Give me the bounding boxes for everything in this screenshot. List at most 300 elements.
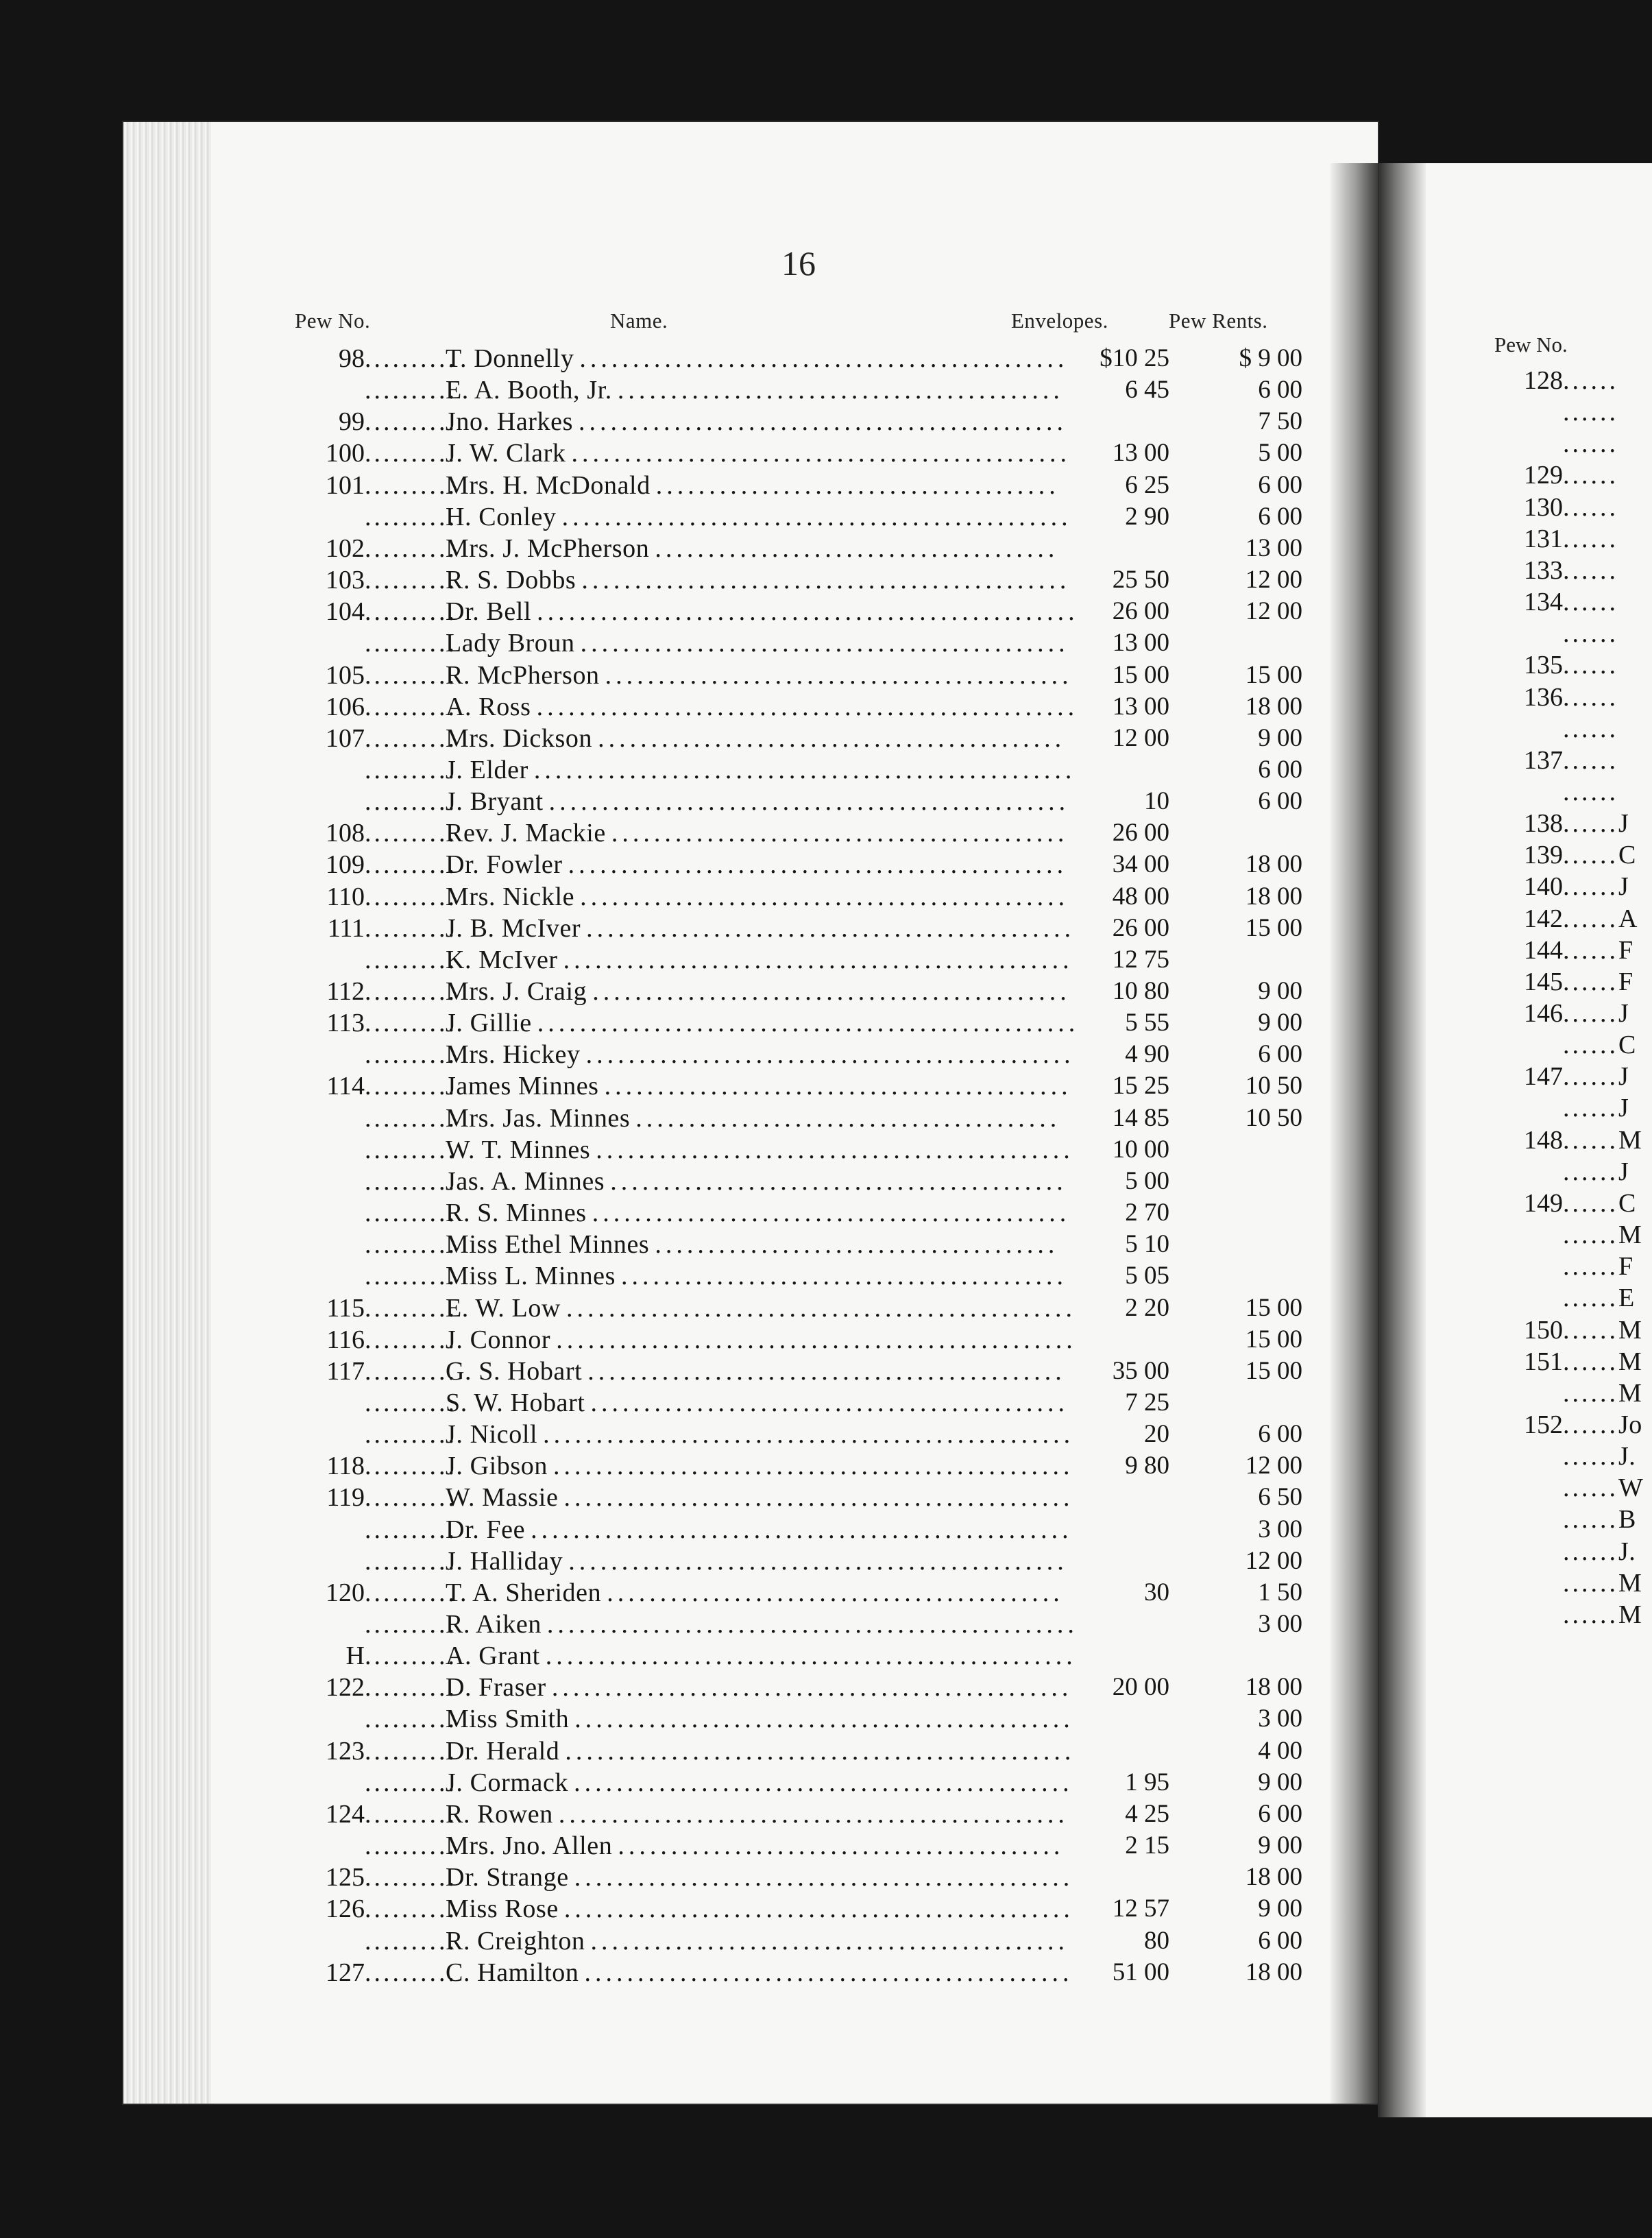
leader-dots: ..............................................	[579, 407, 1068, 437]
leader-dots: ..........	[365, 1388, 457, 1417]
leader-dots: ..........	[365, 977, 457, 1006]
leader-dots: ..........	[365, 597, 457, 627]
member-name: Miss L. Minnes	[446, 1262, 616, 1291]
next-page-row	[1467, 1441, 1645, 1472]
envelopes-amount: 2 15	[1125, 1831, 1169, 1860]
envelopes-amount: 7 25	[1125, 1388, 1169, 1417]
leader-dots: ......	[1563, 714, 1618, 743]
leader-dots: ..............................................	[580, 882, 1069, 911]
leader-dots: ..........................................	[617, 376, 1064, 405]
pew-number: 129	[1524, 461, 1563, 490]
member-name: Mrs. Dickson	[446, 723, 593, 753]
member-name: E	[1618, 1284, 1635, 1313]
leader-dots: ..........	[365, 850, 457, 880]
leader-dots: ..............................................	[580, 629, 1069, 658]
pew-number: 106	[326, 692, 365, 721]
leader-dots: ..........	[365, 629, 457, 658]
member-name: A. Grant	[446, 1641, 540, 1671]
leader-dots: ..........	[365, 819, 457, 848]
table-row	[0, 1862, 1371, 1893]
pew-rent-amount: 3 00	[1258, 1610, 1302, 1638]
member-name: J. B. McIver	[446, 913, 581, 943]
member-name: J.	[1618, 1442, 1636, 1471]
leader-dots: ................................................	[565, 1736, 1076, 1766]
member-name: A. Ross	[446, 692, 531, 721]
leader-dots: ..........	[365, 1135, 457, 1164]
leader-dots: ..........	[365, 1199, 457, 1228]
next-page-row	[1467, 1219, 1645, 1251]
table-row	[0, 1356, 1371, 1387]
leader-dots: ..........	[365, 407, 457, 437]
next-page-row	[1467, 1346, 1645, 1377]
pew-number: 103	[326, 566, 365, 595]
pew-rent-amount: 6 50	[1258, 1483, 1302, 1512]
leader-dots: ..........	[365, 1799, 457, 1829]
next-page-row	[1467, 1409, 1645, 1441]
leader-dots: ...........................................	[611, 819, 1069, 848]
next-page-row	[1467, 998, 1645, 1029]
member-name: Mrs. J. McPherson	[446, 533, 650, 563]
next-page-row	[1467, 459, 1645, 491]
next-page-row	[1467, 396, 1645, 428]
envelopes-amount: 26 00	[1112, 913, 1169, 942]
envelopes-amount: 10 00	[1112, 1135, 1169, 1164]
member-name: J. Bryant	[446, 787, 544, 817]
leader-dots: ...........................................	[610, 1166, 1067, 1196]
leader-dots: ...................................................	[537, 1009, 1080, 1038]
pew-rent-amount: 3 00	[1258, 1705, 1302, 1733]
leader-dots: ......	[1563, 1125, 1618, 1155]
pew-rent-amount: 12 00	[1245, 1452, 1302, 1480]
pew-number: 124	[326, 1799, 365, 1829]
leader-dots: ......	[1563, 1410, 1618, 1439]
pew-number: 112	[326, 977, 365, 1006]
member-name: Dr. Strange	[446, 1863, 569, 1892]
leader-dots: ..........	[365, 787, 457, 817]
envelopes-amount: 12 57	[1112, 1894, 1169, 1923]
member-name: R. S. Minnes	[446, 1199, 587, 1228]
next-page-row	[1467, 966, 1645, 998]
pew-number: 127	[326, 1958, 365, 1987]
member-name: Miss Ethel Minnes	[446, 1230, 650, 1260]
leader-dots: ..............................................	[585, 1040, 1075, 1070]
table-row	[0, 343, 1371, 374]
pew-number: 110	[326, 882, 365, 911]
pew-number: 116	[326, 1325, 365, 1354]
pew-rent-amount: 13 00	[1245, 533, 1302, 562]
pew-rent-amount: 9 00	[1258, 1894, 1302, 1923]
leader-dots: ......	[1563, 1505, 1618, 1535]
leader-dots: ..........	[365, 692, 457, 721]
pew-number: 142	[1524, 904, 1563, 933]
leader-dots: ...............................................	[568, 850, 1068, 880]
next-page-row	[1467, 713, 1645, 745]
member-name: B	[1618, 1505, 1636, 1535]
leader-dots: ..........	[365, 470, 457, 500]
member-name: E. A. Booth, Jr.	[446, 376, 612, 405]
leader-dots: ..................................................	[546, 1610, 1078, 1639]
envelopes-amount: 2 20	[1125, 1293, 1169, 1322]
table-row	[0, 1514, 1371, 1545]
leader-dots: ..........	[365, 1009, 457, 1038]
pew-number: 136	[1524, 682, 1563, 712]
leader-dots: ......	[1563, 777, 1618, 806]
pew-number: 98	[339, 344, 365, 373]
leader-dots: ............................................	[598, 723, 1066, 753]
pew-rent-amount: 18 00	[1245, 850, 1302, 879]
pew-rent-amount: 9 00	[1258, 1831, 1302, 1860]
member-name: Mrs. Jas. Minnes	[446, 1103, 631, 1133]
table-row	[0, 627, 1371, 659]
table-row	[0, 754, 1371, 786]
pew-number: 99	[339, 407, 365, 437]
leader-dots: ..................................................	[545, 1641, 1077, 1671]
table-row	[0, 1292, 1371, 1324]
table-row	[0, 691, 1371, 723]
header-name: Name.	[610, 309, 668, 333]
pew-rent-amount: 6 00	[1258, 1799, 1302, 1828]
pew-number: 150	[1524, 1315, 1563, 1345]
envelopes-amount: 6 45	[1125, 376, 1169, 405]
table-row	[0, 723, 1371, 754]
leader-dots: ..........	[365, 945, 457, 974]
pew-rent-amount: 18 00	[1245, 882, 1302, 911]
next-page-row	[1467, 1377, 1645, 1409]
envelopes-amount: 20	[1144, 1420, 1169, 1449]
pew-number: 108	[326, 819, 365, 848]
next-page-row	[1467, 1188, 1645, 1219]
leader-dots: ..........	[365, 1230, 457, 1260]
pew-rent-amount: 6 00	[1258, 787, 1302, 816]
next-page-row	[1467, 1092, 1645, 1124]
envelopes-amount: 35 00	[1112, 1356, 1169, 1385]
pew-number: 118	[326, 1452, 365, 1481]
table-row	[0, 1134, 1371, 1166]
leader-dots: ..........	[365, 439, 457, 468]
pew-number: 134	[1524, 588, 1563, 617]
envelopes-amount: 5 10	[1125, 1230, 1169, 1259]
leader-dots: ..........	[365, 1768, 457, 1797]
member-name: Miss Rose	[446, 1894, 559, 1924]
leader-dots: ............................................	[604, 1072, 1072, 1101]
leader-dots: ......	[1563, 935, 1618, 965]
member-name: K. McIver	[446, 945, 558, 974]
table-row	[0, 1324, 1371, 1356]
leader-dots: ...............................................	[568, 1546, 1068, 1576]
member-name: Dr. Fowler	[446, 850, 563, 880]
table-row	[0, 1925, 1371, 1957]
pew-rent-amount: 18 00	[1245, 1673, 1302, 1702]
member-name: J. Connor	[446, 1325, 551, 1354]
table-row	[0, 1735, 1371, 1767]
pew-number: 137	[1524, 745, 1563, 775]
leader-dots: .............................................	[590, 1926, 1069, 1956]
envelopes-amount: 6 25	[1125, 470, 1169, 499]
next-page-row	[1467, 1599, 1645, 1631]
table-row	[0, 817, 1371, 849]
pew-number: 125	[326, 1863, 365, 1892]
leader-dots: ...............................................	[574, 1863, 1074, 1892]
pew-number: H	[345, 1641, 365, 1671]
pew-number: 128	[1524, 366, 1563, 395]
member-name: R. S. Dobbs	[446, 566, 576, 595]
leader-dots: ......	[1563, 1442, 1618, 1471]
member-name: Mrs. Hickey	[446, 1040, 581, 1070]
pew-rent-amount: 6 00	[1258, 1040, 1302, 1069]
pew-rent-amount: 9 00	[1258, 1768, 1302, 1796]
leader-dots: ..........	[365, 1958, 457, 1987]
member-name: M	[1618, 1568, 1642, 1598]
member-name: Mrs. J. Craig	[446, 977, 587, 1006]
pew-number: 149	[1524, 1188, 1563, 1218]
member-name: J. Halliday	[446, 1546, 563, 1576]
pew-rent-amount: 6 00	[1258, 1926, 1302, 1955]
member-name: M	[1618, 1220, 1642, 1250]
next-page-row	[1467, 682, 1645, 713]
leader-dots: ......	[1563, 1284, 1618, 1313]
member-name: C	[1618, 841, 1636, 870]
table-row	[0, 1007, 1371, 1039]
table-row	[0, 1166, 1371, 1197]
pew-number: 133	[1524, 555, 1563, 585]
table-row	[0, 1229, 1371, 1260]
leader-dots: ......................................	[655, 1230, 1059, 1260]
next-page-row	[1467, 935, 1645, 966]
envelopes-amount: 4 25	[1125, 1799, 1169, 1828]
pew-rent-amount: 15 00	[1245, 913, 1302, 942]
envelopes-amount: 5 55	[1125, 1009, 1169, 1037]
envelopes-amount: 13 00	[1112, 692, 1169, 721]
leader-dots: ......	[1563, 492, 1618, 522]
leader-dots: ......	[1563, 872, 1618, 902]
leader-dots: ................................................	[561, 502, 1072, 531]
leader-dots: ..........	[365, 1926, 457, 1956]
leader-dots: .................................................	[551, 1673, 1073, 1702]
next-page-row	[1467, 523, 1645, 555]
pew-number: 101	[326, 470, 365, 500]
pew-rent-amount: 15 00	[1245, 1356, 1302, 1385]
envelopes-amount: 13 00	[1112, 439, 1169, 468]
member-name: F	[1618, 935, 1633, 965]
table-row	[0, 374, 1371, 406]
leader-dots: ..........................................	[618, 1831, 1065, 1861]
member-name: T. A. Sheriden	[446, 1578, 602, 1607]
header-pew-no: Pew No.	[295, 309, 371, 333]
pew-rent-amount: 18 00	[1245, 1958, 1302, 1986]
table-row	[0, 976, 1371, 1007]
leader-dots: ......	[1563, 1157, 1618, 1186]
leader-dots: ..........	[365, 1262, 457, 1291]
envelopes-amount: 5 05	[1125, 1262, 1169, 1290]
leader-dots: ......	[1563, 398, 1618, 427]
member-name: C	[1618, 1188, 1636, 1218]
leader-dots: ..........	[365, 1578, 457, 1607]
leader-dots: ..........	[365, 1325, 457, 1354]
leader-dots: ..........	[365, 1863, 457, 1892]
member-name: D. Fraser	[446, 1673, 546, 1702]
member-name: J	[1618, 809, 1629, 839]
table-row	[0, 660, 1371, 691]
leader-dots: ......................................	[655, 470, 1060, 500]
leader-dots: ......	[1563, 904, 1618, 933]
page-number: 16	[781, 244, 816, 282]
table-row	[0, 1039, 1371, 1070]
leader-dots: ......	[1563, 1188, 1618, 1218]
member-name: J	[1618, 1062, 1629, 1092]
leader-dots: ..........	[365, 913, 457, 943]
member-name: W. T. Minnes	[446, 1135, 591, 1164]
leader-dots: ..........	[365, 1610, 457, 1639]
table-row	[0, 437, 1371, 469]
table-row	[0, 1387, 1371, 1419]
table-row	[0, 1577, 1371, 1609]
leader-dots: ......	[1563, 619, 1618, 649]
envelopes-amount: 51 00	[1112, 1958, 1169, 1986]
envelopes-amount: 48 00	[1112, 882, 1169, 911]
leader-dots: ..........	[365, 1894, 457, 1924]
leader-dots: ..........	[365, 1040, 457, 1070]
member-name: J	[1618, 1094, 1629, 1123]
leader-dots: ..........	[365, 755, 457, 784]
table-row	[0, 1672, 1371, 1703]
envelopes-amount: 2 70	[1125, 1199, 1169, 1227]
member-name: M	[1618, 1347, 1642, 1376]
leader-dots: ..................................................	[543, 1420, 1075, 1449]
member-name: Jas. A. Minnes	[446, 1166, 605, 1196]
pew-rent-amount: $ 9 00	[1239, 344, 1302, 372]
leader-dots: .............................................	[587, 1356, 1066, 1386]
leader-dots: .............................................	[590, 1388, 1069, 1417]
next-page-row	[1467, 586, 1645, 618]
next-page-header: Pew No.	[1494, 333, 1568, 357]
leader-dots: ......	[1563, 1315, 1618, 1345]
leader-dots: ......	[1563, 1473, 1618, 1503]
table-row	[0, 786, 1371, 817]
leader-dots: ..........	[365, 533, 457, 563]
table-row	[0, 533, 1371, 564]
next-page-row	[1467, 649, 1645, 681]
leader-dots: ................................................	[563, 1894, 1074, 1924]
leader-dots: ......	[1563, 809, 1618, 839]
leader-dots: ..........	[365, 1736, 457, 1766]
leader-dots: ......	[1563, 1094, 1618, 1123]
envelopes-amount: 12 75	[1112, 945, 1169, 974]
next-page-row	[1467, 492, 1645, 523]
leader-dots: ..........	[365, 376, 457, 405]
leader-dots: ......	[1563, 1378, 1618, 1408]
table-row	[0, 470, 1371, 501]
leader-dots: ...............................................	[574, 1705, 1074, 1734]
pew-number: 105	[326, 660, 365, 690]
member-name: G. S. Hobart	[446, 1356, 583, 1386]
leader-dots: ..........	[365, 1356, 457, 1386]
pew-number: 117	[326, 1356, 365, 1386]
leader-dots: ..........	[365, 1831, 457, 1861]
leader-dots: ..........	[365, 1673, 457, 1702]
envelopes-amount: 15 00	[1112, 660, 1169, 689]
pew-number: 151	[1524, 1347, 1563, 1376]
member-name: J	[1618, 1157, 1629, 1186]
envelopes-amount: 4 90	[1125, 1040, 1169, 1069]
leader-dots: ..........	[365, 566, 457, 595]
member-name: M	[1618, 1315, 1642, 1345]
header-envelopes: Envelopes.	[1011, 309, 1108, 333]
leader-dots: ..........	[365, 1072, 457, 1101]
envelopes-amount: 26 00	[1112, 597, 1169, 626]
leader-dots: .............................................	[596, 1135, 1074, 1164]
pew-rent-amount: 10 50	[1245, 1072, 1302, 1100]
leader-dots: ......................................	[655, 533, 1059, 563]
pew-rent-amount: 6 00	[1258, 1420, 1302, 1449]
table-row	[0, 1070, 1371, 1102]
member-name: F	[1618, 967, 1633, 996]
pew-number: 114	[326, 1072, 365, 1101]
leader-dots: ......	[1563, 1031, 1618, 1060]
envelopes-amount: 34 00	[1112, 850, 1169, 879]
next-page-row	[1467, 1251, 1645, 1282]
pew-rent-amount: 18 00	[1245, 692, 1302, 721]
table-row	[0, 1830, 1371, 1862]
pew-number: 152	[1524, 1410, 1563, 1439]
pew-rent-amount: 6 00	[1258, 502, 1302, 531]
pew-number: 148	[1524, 1125, 1563, 1155]
pew-rent-amount: 15 00	[1245, 1325, 1302, 1353]
next-page-row	[1467, 1567, 1645, 1599]
member-name: J. Gillie	[446, 1009, 532, 1038]
pew-number: 119	[326, 1483, 365, 1513]
leader-dots: ..............................................	[586, 913, 1076, 943]
member-name: Dr. Herald	[446, 1736, 560, 1766]
pew-rent-amount: 1 50	[1258, 1578, 1302, 1607]
pew-rent-amount: 9 00	[1258, 977, 1302, 1005]
leader-dots: .................................................	[556, 1325, 1077, 1354]
envelopes-amount: 25 50	[1112, 566, 1169, 594]
member-name: R. Rowen	[446, 1799, 553, 1829]
pew-number: 102	[326, 533, 365, 563]
envelopes-amount: 15 25	[1112, 1072, 1169, 1100]
next-page-row	[1467, 1029, 1645, 1061]
leader-dots: ...................................................	[533, 755, 1076, 784]
leader-dots: ......	[1563, 1220, 1618, 1250]
leader-dots: ..........	[365, 502, 457, 531]
next-page-row	[1467, 1504, 1645, 1535]
member-name: E. W. Low	[446, 1293, 561, 1323]
leader-dots: ......	[1563, 555, 1618, 585]
member-name: A	[1618, 904, 1638, 933]
leader-dots: ................................................	[563, 1483, 1074, 1513]
member-name: Lady Broun	[446, 629, 575, 658]
next-page-row	[1467, 1472, 1645, 1504]
leader-dots: ......	[1563, 1347, 1618, 1376]
leader-dots: ..........	[365, 1103, 457, 1133]
leader-dots: ..........	[365, 1641, 457, 1671]
table-row	[0, 564, 1371, 596]
table-row	[0, 1450, 1371, 1482]
pew-rent-amount: 15 00	[1245, 660, 1302, 689]
member-name: R. Aiken	[446, 1610, 542, 1639]
pew-number: 122	[326, 1673, 365, 1702]
next-page-row	[1467, 808, 1645, 839]
next-page-row	[1467, 745, 1645, 776]
leader-dots: .................................................	[552, 1452, 1074, 1481]
pew-number: 147	[1524, 1062, 1563, 1092]
leader-dots: ......	[1563, 588, 1618, 617]
pew-rent-amount: 6 00	[1258, 376, 1302, 405]
table-row	[0, 881, 1371, 913]
leader-dots: ................................................	[558, 1799, 1069, 1829]
leader-dots: ......	[1563, 1252, 1618, 1282]
leader-dots: ..........	[365, 344, 457, 373]
